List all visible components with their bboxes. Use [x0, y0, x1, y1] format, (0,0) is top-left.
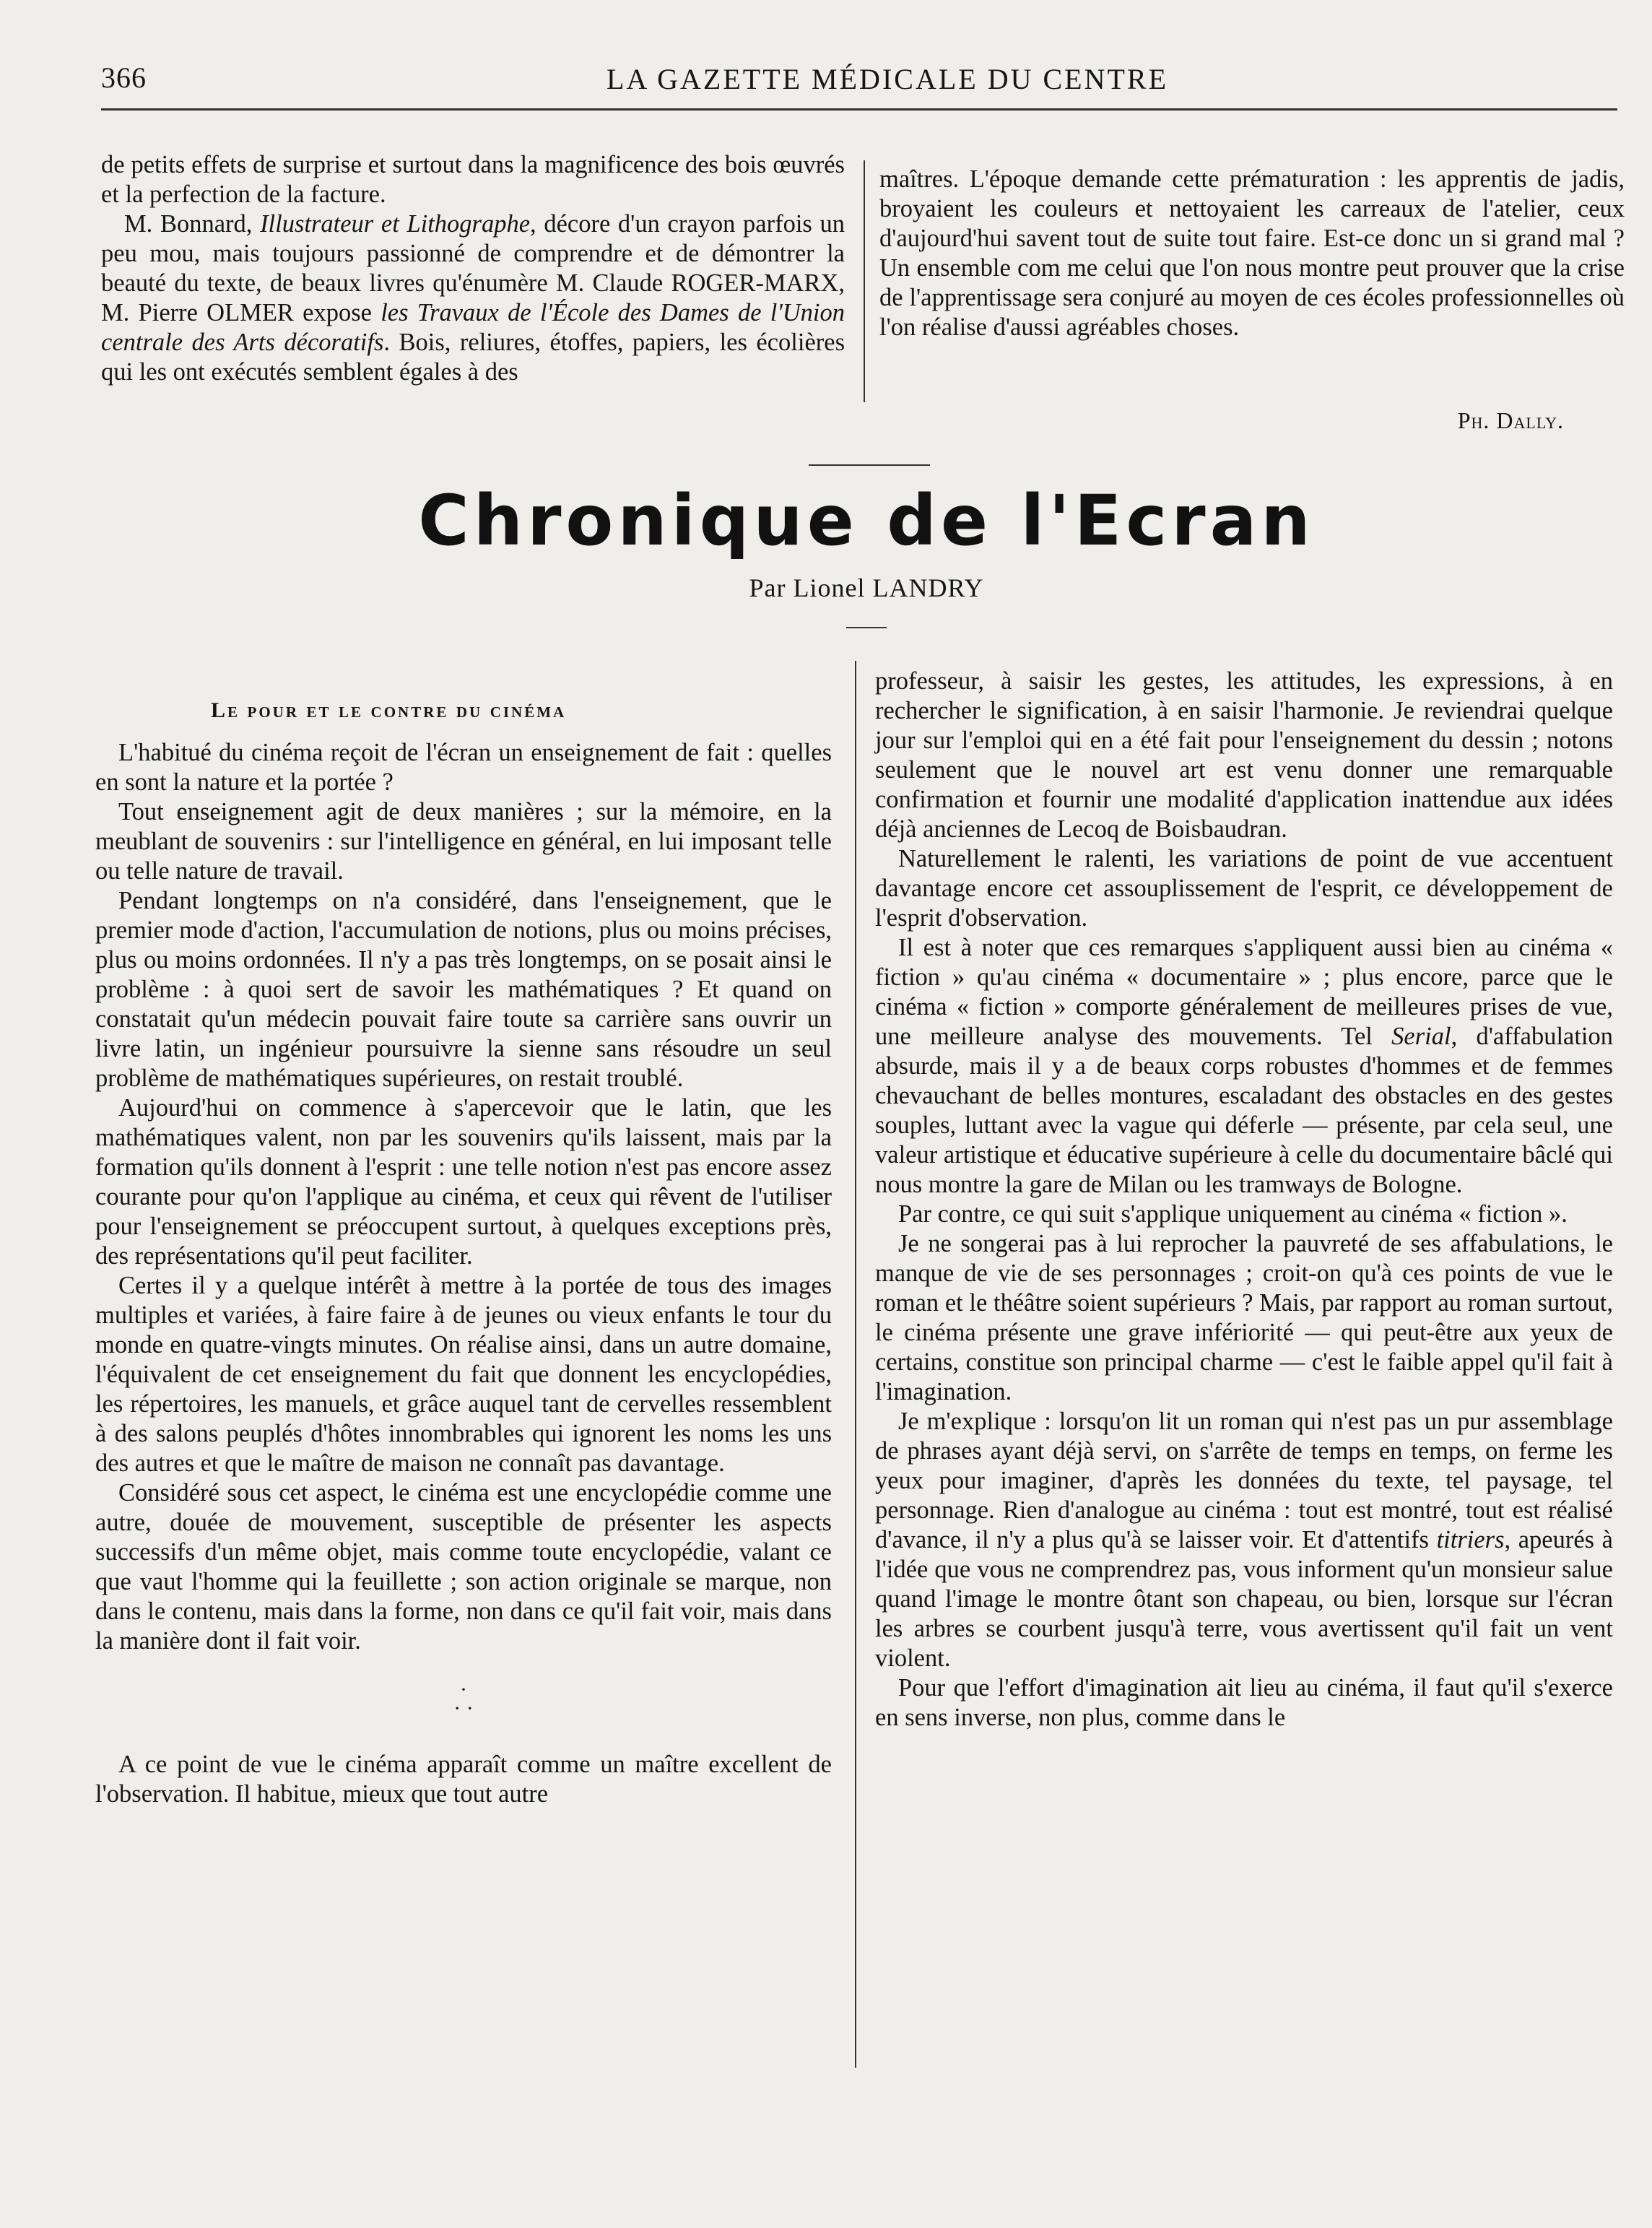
column-rule	[864, 160, 865, 402]
paragraph: Je m'explique : lorsqu'on lit un roman qui n'est pas un pur assemblage de phrases ayant déjà servi, on s'arrête de temps en temps, on ferme les yeux pour imaginer, d'après les données du texte, tel paysage, tel personnage. Rien d'analogue au cinéma : tout est montré, tout est réalisé d'avance, il n'y a plus qu'à se laisser voir. Et d'attentifs titriers, apeurés à l'idée que vous ne comprendrez pas, vous informent qu'un monsieur salue quand l'image le montre ôtant son chapeau, ou bien, lorsque sur l'écran les arbres se courbent jusqu'à terre, vous avertissent qu'il fait un vent violent.	[875, 1408, 1613, 1672]
separator-rule	[809, 464, 930, 466]
paragraph: Aujourd'hui on commence à s'apercevoir que le latin, que les mathématiques valent, non par les souvenirs qu'ils laissent, mais par la formation qu'ils donnent à l'esprit : une telle notion n'est pas encore assez courante pour qu'on l'applique au cinéma, et ceux qui rêvent de l'utiliser pour l'enseignement se préoccupent surtout, à quelques exceptions près, des représentations qu'il peut faciliter.	[95, 1094, 832, 1270]
paragraph: de petits effets de surprise et surtout dans la magnificence des bois œuvrés et la perfection de la facture.	[101, 151, 845, 208]
asterism-separator: · · ·	[453, 1678, 474, 1720]
author-signature: Ph. Dally.	[1457, 407, 1564, 433]
paragraph: maîtres. L'époque demande cette prématuration : les apprentis de jadis, broyaient les couleurs et nettoyaient les carreaux de l'atelier, ceux d'aujourd'hui savent tout de suite tout faire. Est-ce donc un si grand mal ? Un ensemble com me celui que l'on nous montre peut prouver que la crise de l'apprentissage sera conjuré au moyen de ces écoles professionnelles où l'on réalise d'aussi agréables choses.	[879, 165, 1625, 341]
paragraph: Considéré sous cet aspect, le cinéma est une encyclopédie comme une autre, douée de mouvement, susceptible de présenter les aspects successifs d'un même objet, mais comme toute encyclopédie, valant ce que vaut l'homme qui la feuillette ; son action originale se marque, non dans le contenu, mais dans la forme, non dans ce qu'il fait voir, mais dans la manière dont il fait voir.	[95, 1479, 832, 1655]
paragraph: Pendant longtemps on n'a considéré, dans l'enseignement, que le premier mode d'action, l'accumulation de notions, plus ou moins précises, plus ou moins ordonnées. Il n'y a pas très longtemps, on se posait ainsi le problème : à quoi sert de savoir les mathématiques ? Et quand on constatait qu'un médecin pouvait faire toute sa carrière sans ouvrir un livre latin, un ingénieur poursuivre la sienne sans résoudre un seul problème de mathématiques supérieures, on restait troublé.	[95, 887, 832, 1092]
article-title: Chronique de l'Ecran	[418, 480, 1315, 561]
separator-rule	[846, 627, 887, 628]
article-right-column	[875, 667, 1613, 1733]
page-number: 366	[101, 61, 147, 94]
paragraph: Pour que l'effort d'imagination ait lieu au cinéma, il faut qu'il s'exerce en sens inverse, non plus, comme dans le	[875, 1674, 1613, 1731]
paragraph: L'habitué du cinéma reçoit de l'écran un enseignement de fait : quelles en sont la nature et la portée ?	[95, 739, 832, 796]
article-byline: Par Lionel LANDRY	[749, 573, 984, 602]
previous-article-right-column	[879, 165, 1625, 342]
paragraph: A ce point de vue le cinéma apparaît comme un maître excellent de l'observation. Il habitue, mieux que tout autre	[95, 1751, 832, 1808]
paragraph: Je ne songerai pas à lui reprocher la pauvreté de ses affabulations, le manque de vie de ses personnages ; croit-on qu'à ces points de vue le roman et le théâtre soient supérieurs ? Mais, par rapport au roman surtout, le cinéma présente une grave infériorité — qui peut-être aux yeux de certains, constitue son principal charme — c'est le faible appel qu'il fait à l'imagination.	[875, 1230, 1613, 1405]
header-rule	[101, 108, 1617, 110]
section-heading: Le pour et le contre du cinéma	[211, 698, 567, 722]
column-rule	[855, 661, 856, 2068]
paragraph: Naturellement le ralenti, les variations de point de vue accentuent davantage encore cet assouplissement de l'esprit, ce développement de l'esprit d'observation.	[875, 845, 1613, 932]
article-left-column	[95, 695, 832, 1809]
journal-title: LA GAZETTE MÉDICALE DU CENTRE	[607, 63, 1169, 95]
previous-article-left-column	[101, 150, 845, 387]
paragraph: Il est à noter que ces remarques s'appliquent aussi bien au cinéma « fiction » qu'au cinéma « documentaire » ; plus encore, parce que le cinéma « fiction » comporte généralement de meilleures prises de vue, une meilleure analyse des mouvements. Tel Serial, d'affabulation absurde, mais il y a de beaux corps robustes d'hommes et de femmes chevauchant de belles montures, escaladant des obstacles en des gestes souples, luttant avec la vague qui déferle — présente, par cela seul, une valeur artistique et éducative supérieure à celle du documentaire bâclé qui nous montre la gare de Milan ou les tramways de Bologne.	[875, 934, 1614, 1198]
paragraph: M. Bonnard, Illustrateur et Lithographe, décore d'un crayon parfois un peu mou, mais toujours passionné de comprendre et de démontrer la beauté du texte, de beaux livres qu'énumère M. Claude ROGER-MARX, M. Pierre OLMER expose les Travaux de l'École des Dames de l'Union centrale des Arts décoratifs. Bois, reliures, étoffes, papiers, les écolières qui les ont exécutés semblent égales à des	[101, 210, 845, 386]
paragraph: professeur, à saisir les gestes, les attitudes, les expressions, à en rechercher le signification, à en saisir l'harmonie. Je reviendrai quelque jour sur l'emploi qui en a été fait pour l'enseignement du dessin ; notons seulement que le nouvel art est venu donner une remarquable confirmation et fournir une modalité d'application inattendue aux idées déjà anciennes de Lecoq de Boisbaudran.	[875, 667, 1613, 843]
paragraph: Par contre, ce qui suit s'applique uniquement au cinéma « fiction ».	[898, 1200, 1568, 1228]
running-header	[101, 56, 1617, 100]
paragraph: Tout enseignement agit de deux manières ; sur la mémoire, en la meublant de souvenirs : sur l'intelligence en général, en lui imposant telle ou telle nature de travail.	[95, 798, 832, 885]
paragraph: Certes il y a quelque intérêt à mettre à la portée de tous des images multiples et variées, à faire faire à de jeunes ou vieux enfants le tour du monde en quatre-vingts minutes. On réalise ainsi, dans un autre domaine, l'équivalent de cet enseignement du fait que donnent les encyclopédies, les répertoires, les manuels, et grâce auquel tant de cervelles ressemblent à des salons peuplés d'hôtes innombrables qui ignorent les noms les uns des autres et que le maître de maison ne connaît pas davantage.	[95, 1272, 832, 1477]
